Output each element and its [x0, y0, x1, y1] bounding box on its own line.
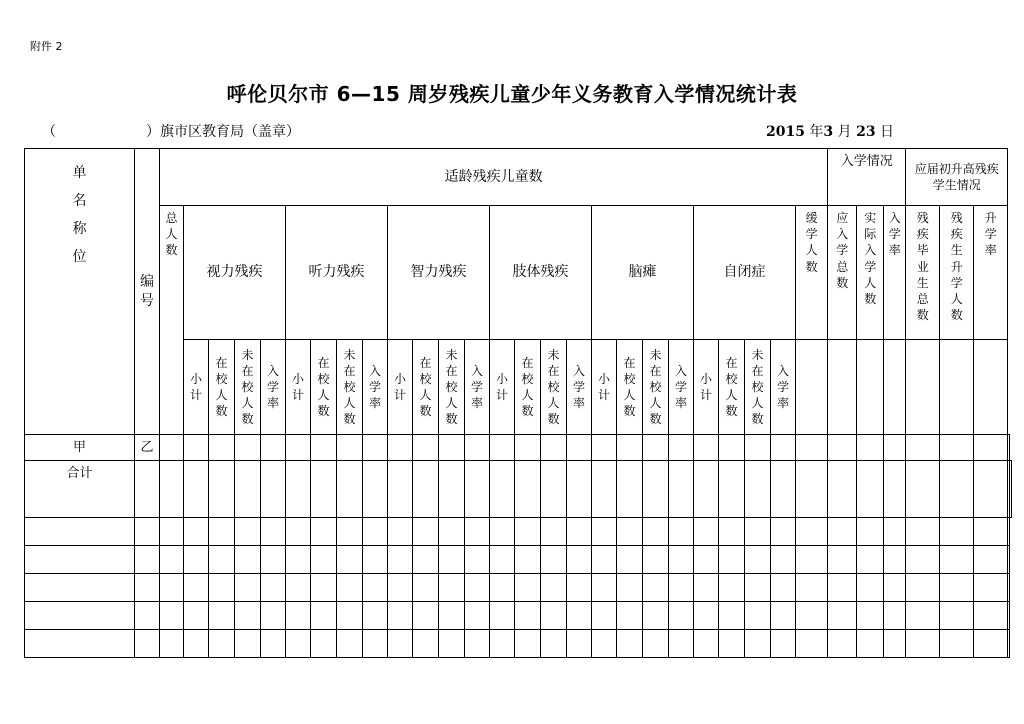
empty-cell	[1008, 574, 1010, 602]
date-month-suffix: 月	[833, 124, 857, 140]
sub-col-0-0	[184, 340, 209, 435]
empty-cell	[719, 546, 745, 574]
empty-cell	[643, 546, 669, 574]
attachment-label: 附件 2	[30, 40, 63, 53]
empty-cell	[439, 546, 465, 574]
row-yi-label: 乙	[135, 435, 160, 461]
sub-col-0-1	[209, 340, 235, 435]
empty-cell	[1008, 518, 1010, 546]
sub-col-5-0	[694, 340, 719, 435]
date-day: 23	[856, 124, 876, 140]
col-enroll-rate	[884, 206, 906, 340]
empty-cell	[669, 574, 694, 602]
empty-cell	[796, 518, 828, 546]
col-deferred	[796, 206, 828, 340]
col-should-enroll-text: 应 入 学 总 数	[836, 211, 849, 290]
sub-col-label: 未 在 校 人 数	[649, 347, 662, 427]
empty-cell	[771, 546, 796, 574]
empty-cell	[261, 518, 286, 546]
empty-cell	[261, 630, 286, 658]
table-row	[25, 546, 1012, 574]
empty-cell	[363, 546, 388, 574]
col-actual-enroll	[857, 206, 884, 340]
empty-cell	[465, 602, 490, 630]
empty-cell	[261, 574, 286, 602]
empty-cell	[906, 340, 940, 435]
sub-col-label: 在 校 人 数	[725, 355, 738, 419]
empty-cell	[490, 518, 515, 546]
empty-cell	[906, 630, 940, 658]
empty-cell	[940, 630, 974, 658]
sub-col-4-3	[669, 340, 694, 435]
empty-cell	[388, 602, 413, 630]
empty-cell	[857, 340, 884, 435]
empty-cell	[1008, 546, 1010, 574]
sub-col-3-1	[515, 340, 541, 435]
empty-cell	[235, 630, 261, 658]
empty-cell	[363, 602, 388, 630]
col-enroll-rate-text: 入 学 率	[888, 211, 901, 258]
empty-cell	[311, 574, 337, 602]
empty-cell	[337, 602, 363, 630]
empty-cell	[884, 546, 906, 574]
category-hearing: 听力残疾	[286, 206, 388, 340]
empty-cell	[745, 574, 771, 602]
sub-col-3-0	[490, 340, 515, 435]
empty-cell	[439, 630, 465, 658]
empty-cell	[311, 602, 337, 630]
sub-col-2-3	[465, 340, 490, 435]
empty-cell	[771, 518, 796, 546]
empty-cell	[439, 602, 465, 630]
empty-cell	[160, 574, 184, 602]
report-date	[766, 121, 894, 141]
category-autism: 自闭症	[694, 206, 796, 340]
empty-cell	[465, 546, 490, 574]
empty-cell	[884, 602, 906, 630]
empty-cell	[311, 546, 337, 574]
sub-col-label: 入 学 率	[572, 363, 585, 411]
empty-cell	[363, 630, 388, 658]
sub-col-label: 在 校 人 数	[317, 355, 330, 419]
empty-cell	[617, 546, 643, 574]
sub-col-3-2	[541, 340, 567, 435]
sub-col-1-1	[311, 340, 337, 435]
empty-cell	[974, 574, 1008, 602]
empty-cell	[592, 518, 617, 546]
sub-col-label: 在 校 人 数	[419, 355, 432, 419]
empty-cell	[135, 630, 160, 658]
empty-cell	[974, 340, 1008, 435]
empty-cell	[567, 630, 592, 658]
page-title: 呼伦贝尔市 6—15 周岁残疾儿童少年义务教育入学情况统计表	[226, 82, 798, 106]
empty-cell	[209, 546, 235, 574]
sub-col-4-1	[617, 340, 643, 435]
col-grad-promoted-text: 残 疾 生 升 学 人 数	[950, 211, 963, 323]
empty-cell	[184, 630, 209, 658]
sub-col-0-3	[261, 340, 286, 435]
empty-cell	[160, 602, 184, 630]
col-total	[160, 206, 184, 435]
row-jia-label: 甲	[25, 435, 135, 461]
table-row	[25, 574, 1012, 602]
category-intellectual: 智力残疾	[388, 206, 490, 340]
empty-cell	[857, 574, 884, 602]
category-cerebral-palsy: 脑瘫	[592, 206, 694, 340]
subheader	[36, 121, 986, 141]
empty-cell	[592, 546, 617, 574]
empty-cell	[541, 518, 567, 546]
empty-cell	[940, 340, 974, 435]
empty-cell	[235, 574, 261, 602]
empty-cell	[643, 630, 669, 658]
empty-cell	[828, 574, 857, 602]
empty-cell	[235, 602, 261, 630]
empty-cell	[490, 546, 515, 574]
col-grad-total-text: 残 疾 毕 业 生 总 数	[916, 211, 929, 323]
empty-cell	[541, 574, 567, 602]
empty-cell	[184, 602, 209, 630]
table-row-total	[25, 461, 1012, 518]
empty-cell	[567, 602, 592, 630]
empty-cell	[694, 574, 719, 602]
table-row	[25, 435, 1012, 461]
sub-col-label: 未 在 校 人 数	[343, 347, 356, 427]
empty-cell	[413, 574, 439, 602]
sub-col-2-0	[388, 340, 413, 435]
col-grad-total	[906, 206, 940, 340]
col-number-text: 编 号	[140, 273, 154, 309]
empty-cell	[719, 574, 745, 602]
empty-cell	[388, 518, 413, 546]
empty-cell	[719, 602, 745, 630]
empty-cell	[617, 630, 643, 658]
empty-cell	[337, 630, 363, 658]
empty-cell	[617, 518, 643, 546]
col-should-enroll	[828, 206, 857, 340]
empty-cell	[617, 574, 643, 602]
empty-cell	[235, 518, 261, 546]
col-unit-name	[25, 149, 135, 435]
empty-cell	[286, 546, 311, 574]
date-year: 2015	[766, 124, 805, 140]
empty-cell	[490, 602, 515, 630]
empty-cell	[311, 630, 337, 658]
empty-cell	[160, 546, 184, 574]
enrollment-header: 入学情况	[828, 149, 906, 206]
empty-cell	[592, 630, 617, 658]
empty-cell	[694, 518, 719, 546]
table-row	[25, 630, 1012, 658]
sub-col-label: 在 校 人 数	[215, 355, 228, 419]
empty-cell	[286, 574, 311, 602]
empty-cell	[694, 602, 719, 630]
empty-cell	[135, 574, 160, 602]
sub-col-label: 入 学 率	[776, 363, 789, 411]
empty-cell	[643, 574, 669, 602]
empty-cell	[884, 630, 906, 658]
empty-cell	[439, 518, 465, 546]
empty-cell	[796, 602, 828, 630]
empty-cell	[669, 518, 694, 546]
col-grad-promoted	[940, 206, 974, 340]
sub-col-4-0	[592, 340, 617, 435]
sub-col-label: 小 计	[189, 371, 202, 402]
sub-col-label: 入 学 率	[470, 363, 483, 411]
empty-cell	[828, 602, 857, 630]
empty-cell	[857, 630, 884, 658]
empty-cell	[745, 602, 771, 630]
empty-cell	[592, 602, 617, 630]
unit-paren-open: （	[42, 124, 56, 140]
col-promotion-rate-text: 升 学 率	[984, 211, 997, 258]
empty-cell	[771, 574, 796, 602]
empty-cell	[796, 340, 828, 435]
empty-cell	[515, 518, 541, 546]
sub-col-5-3	[771, 340, 796, 435]
empty-cell	[828, 518, 857, 546]
sub-col-label: 未 在 校 人 数	[241, 347, 254, 427]
empty-cell	[694, 630, 719, 658]
empty-cell	[669, 602, 694, 630]
empty-cell	[413, 518, 439, 546]
empty-cell	[465, 574, 490, 602]
empty-cell	[25, 602, 135, 630]
empty-cell	[261, 602, 286, 630]
empty-cell	[490, 574, 515, 602]
sub-col-1-2	[337, 340, 363, 435]
empty-cell	[719, 518, 745, 546]
empty-cell	[388, 546, 413, 574]
empty-cell	[413, 630, 439, 658]
empty-cell	[884, 518, 906, 546]
empty-cell	[828, 630, 857, 658]
empty-cell	[363, 518, 388, 546]
sub-col-label: 小 计	[699, 371, 712, 402]
empty-cell	[135, 546, 160, 574]
empty-cell	[745, 546, 771, 574]
sub-col-label: 入 学 率	[674, 363, 687, 411]
empty-cell	[184, 574, 209, 602]
empty-cell	[796, 574, 828, 602]
empty-cell	[465, 630, 490, 658]
table-row	[25, 602, 1012, 630]
empty-cell	[388, 630, 413, 658]
empty-cell	[286, 630, 311, 658]
empty-cell	[337, 518, 363, 546]
empty-cell	[884, 340, 906, 435]
empty-cell	[209, 630, 235, 658]
empty-cell	[669, 546, 694, 574]
empty-cell	[311, 518, 337, 546]
empty-cell	[388, 574, 413, 602]
empty-cell	[541, 602, 567, 630]
col-deferred-text: 缓 学 人 数	[805, 211, 818, 274]
empty-cell	[337, 546, 363, 574]
empty-cell	[643, 518, 669, 546]
empty-cell	[25, 574, 135, 602]
empty-cell	[413, 546, 439, 574]
empty-cell	[719, 630, 745, 658]
empty-cell	[828, 340, 857, 435]
sub-col-label: 入 学 率	[368, 363, 381, 411]
empty-cell	[135, 518, 160, 546]
empty-cell	[940, 602, 974, 630]
empty-cell	[25, 518, 135, 546]
empty-cell	[940, 574, 974, 602]
col-unit-name-text: 单 名 称 位	[72, 165, 87, 265]
empty-cell	[1008, 630, 1010, 658]
sub-col-4-2	[643, 340, 669, 435]
empty-cell	[694, 546, 719, 574]
col-number	[135, 149, 160, 435]
empty-cell	[745, 630, 771, 658]
col-promotion-rate	[974, 206, 1008, 340]
empty-cell	[490, 630, 515, 658]
empty-cell	[974, 630, 1008, 658]
sub-col-1-3	[363, 340, 388, 435]
empty-cell	[617, 602, 643, 630]
empty-cell	[363, 574, 388, 602]
sub-col-label: 在 校 人 数	[521, 355, 534, 419]
empty-cell	[160, 518, 184, 546]
sub-col-label: 小 计	[393, 371, 406, 402]
empty-cell	[857, 546, 884, 574]
empty-cell	[592, 574, 617, 602]
empty-cell	[209, 574, 235, 602]
empty-cell	[857, 602, 884, 630]
empty-cell	[135, 602, 160, 630]
empty-cell	[796, 546, 828, 574]
row-total-label: 合计	[25, 461, 135, 518]
empty-cell	[974, 518, 1008, 546]
empty-cell	[940, 518, 974, 546]
date-year-suffix: 年	[804, 124, 824, 140]
empty-cell	[857, 518, 884, 546]
col-total-text: 总 人 数	[165, 211, 178, 258]
empty-cell	[567, 574, 592, 602]
sub-col-3-3	[567, 340, 592, 435]
sub-col-label: 未 在 校 人 数	[547, 347, 560, 427]
graduate-header: 应届初升高残疾学生情况	[906, 149, 1008, 206]
empty-cell	[286, 602, 311, 630]
empty-cell	[771, 602, 796, 630]
sub-col-2-1	[413, 340, 439, 435]
bureau-label: ）旗市区教育局（盖章）	[146, 124, 300, 140]
col-actual-enroll-text: 实 际 入 学 人 数	[864, 211, 877, 306]
date-day-suffix: 日	[875, 124, 895, 140]
empty-cell	[184, 518, 209, 546]
empty-cell	[796, 630, 828, 658]
empty-cell	[974, 602, 1008, 630]
category-physical: 肢体残疾	[490, 206, 592, 340]
empty-cell	[906, 518, 940, 546]
empty-cell	[906, 574, 940, 602]
empty-cell	[974, 546, 1008, 574]
empty-cell	[643, 602, 669, 630]
empty-cell	[828, 546, 857, 574]
empty-cell	[567, 546, 592, 574]
empty-cell	[940, 546, 974, 574]
sub-col-label: 小 计	[495, 371, 508, 402]
eligible-children-header: 适龄残疾儿童数	[160, 149, 828, 206]
date-month: 3	[823, 124, 834, 140]
sub-col-label: 小 计	[291, 371, 304, 402]
empty-cell	[209, 518, 235, 546]
sub-col-label: 入 学 率	[266, 363, 279, 411]
empty-cell	[25, 630, 135, 658]
empty-cell	[515, 574, 541, 602]
empty-cell	[541, 630, 567, 658]
empty-cell	[906, 546, 940, 574]
empty-cell	[669, 630, 694, 658]
empty-cell	[567, 518, 592, 546]
empty-cell	[515, 546, 541, 574]
empty-cell	[439, 574, 465, 602]
sub-col-label: 未 在 校 人 数	[751, 347, 764, 427]
sub-col-0-2	[235, 340, 261, 435]
empty-cell	[337, 574, 363, 602]
category-vision: 视力残疾	[184, 206, 286, 340]
statistics-table	[24, 148, 1012, 658]
sub-col-1-0	[286, 340, 311, 435]
empty-cell	[413, 602, 439, 630]
empty-cell	[209, 602, 235, 630]
empty-cell	[884, 574, 906, 602]
sub-col-5-2	[745, 340, 771, 435]
sub-col-label: 在 校 人 数	[623, 355, 636, 419]
empty-cell	[235, 546, 261, 574]
empty-cell	[286, 518, 311, 546]
empty-cell	[261, 546, 286, 574]
empty-cell	[745, 518, 771, 546]
empty-cell	[515, 630, 541, 658]
table-row	[25, 518, 1012, 546]
empty-cell	[184, 546, 209, 574]
empty-cell	[1008, 602, 1010, 630]
sub-col-label: 未 在 校 人 数	[445, 347, 458, 427]
empty-cell	[541, 546, 567, 574]
empty-cell	[515, 602, 541, 630]
sub-col-2-2	[439, 340, 465, 435]
empty-cell	[771, 630, 796, 658]
sub-col-5-1	[719, 340, 745, 435]
empty-cell	[465, 518, 490, 546]
empty-cell	[160, 630, 184, 658]
empty-cell	[25, 546, 135, 574]
empty-cell	[906, 602, 940, 630]
sub-col-label: 小 计	[597, 371, 610, 402]
